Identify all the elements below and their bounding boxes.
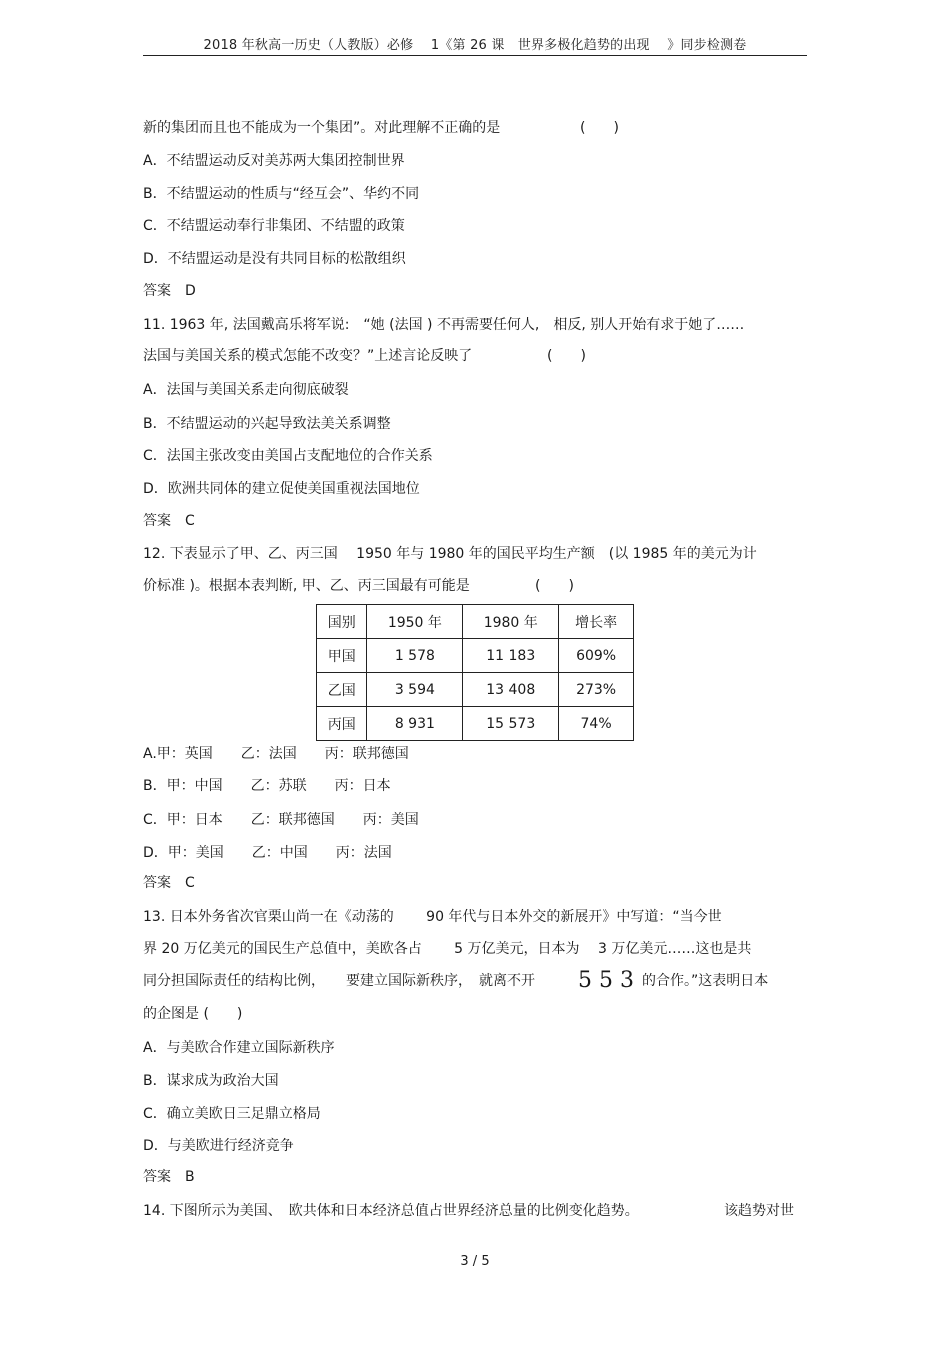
q10-option-c: C．不结盟运动奉行非集团、不结盟的政策: [143, 218, 405, 234]
q12-option-b: B．甲：中国 乙：苏联 丙：日本: [143, 778, 391, 794]
table-cell: 15 573: [463, 707, 559, 741]
table-cell: 3 594: [367, 673, 463, 707]
q10-option-d: D．不结盟运动是没有共同目标的松散组织: [143, 251, 406, 267]
q12-option-d: D．甲：美国 乙：中国 丙：法国: [143, 845, 392, 861]
q10-answer: 答案 D: [143, 283, 196, 299]
table-cell: 13 408: [463, 673, 559, 707]
table-header-cell: 增长率: [559, 605, 634, 639]
page-number: 3 / 5: [460, 1254, 490, 1269]
table-cell: 甲国: [317, 639, 367, 673]
q13-stem-line3-tail: 的合作。”这表明日本: [642, 973, 769, 989]
q12-option-c: C．甲：日本 乙：联邦德国 丙：美国: [143, 812, 419, 828]
q11-answer-parentheses: ( ): [547, 348, 586, 364]
q10-option-b: B．不结盟运动的性质与“经互会”、华约不同: [143, 186, 420, 202]
table-cell: 8 931: [367, 707, 463, 741]
table-header-cell: 1980 年: [463, 605, 559, 639]
q14-stem-tail: 该趋势对世: [724, 1203, 794, 1219]
table-cell: 273%: [559, 673, 634, 707]
q13-stem-line4: 的企图是 ( ): [143, 1006, 243, 1022]
q12-answer: 答案 C: [143, 875, 195, 891]
q11-stem-line1: 11. 1963 年, 法国戴高乐将军说: “她 (法国 ) 不再需要任何人, 相反, 别人开始有求于她了……: [143, 317, 745, 333]
q12-stem-line1: 12. 下表显示了甲、乙、丙三国 1950 年与 1980 年的国民平均生产额 (以 1985 年的美元为计: [143, 546, 757, 562]
q12-option-a: A.甲：英国 乙：法国 丙：联邦德国: [143, 746, 409, 762]
table-row: [317, 673, 634, 707]
q10-stem: 新的集团而且也不能成为一个集团”。对此理解不正确的是: [143, 120, 501, 136]
table-header-row: [317, 605, 634, 639]
page-header: 2018 年秋高一历史（人教版）必修 1《第 26 课 世界多极化趋势的出现 》同步检测卷: [143, 34, 807, 56]
table-row: [317, 639, 634, 673]
gdp-per-capita-table: [316, 604, 634, 741]
q13-stem-line3: 同分担国际责任的结构比例， 要建立国际新秩序， 就离不开: [143, 973, 535, 989]
q14-stem: 14. 下图所示为美国、 欧共体和日本经济总值占世界经济总量的比例变化趋势。: [143, 1203, 639, 1219]
q13-option-a: A．与美欧合作建立国际新秩序: [143, 1040, 335, 1056]
q12-stem-line2: 价标准 )。根据本表判断, 甲、乙、丙三国最有可能是: [143, 578, 470, 594]
table-cell: 1 578: [367, 639, 463, 673]
q13-option-d: D．与美欧进行经济竞争: [143, 1138, 294, 1154]
q11-option-d: D．欧洲共同体的建立促使美国重视法国地位: [143, 481, 420, 497]
table-cell: 乙国: [317, 673, 367, 707]
q13-option-c: C．确立美欧日三足鼎立格局: [143, 1106, 321, 1122]
table-cell: 丙国: [317, 707, 367, 741]
q13-answer: 答案 B: [143, 1169, 195, 1185]
q11-stem-line2: 法国与美国关系的模式怎能不改变？”上述言论反映了: [143, 348, 473, 364]
table-cell: 11 183: [463, 639, 559, 673]
q13-stem-line1: 13. 日本外务省次官栗山尚一在《动荡的 90 年代与日本外交的新展开》中写道：“当今世: [143, 909, 722, 925]
table-cell: 74%: [559, 707, 634, 741]
q11-answer: 答案 C: [143, 513, 195, 529]
q13-stem-line2: 界 20 万亿美元的国民生产总值中，美欧各占 5 万亿美元，日本为 3 万亿美元……这也是共: [143, 941, 752, 957]
table-header-cell: 1950 年: [367, 605, 463, 639]
q13-ratio-digits: 5 5 3: [578, 968, 634, 993]
q10-answer-parentheses: ( ): [580, 120, 619, 136]
table-row: [317, 707, 634, 741]
table-cell: 609%: [559, 639, 634, 673]
table-header-cell: 国别: [317, 605, 367, 639]
q13-option-b: B．谋求成为政治大国: [143, 1073, 279, 1089]
q10-option-a: A．不结盟运动反对美苏两大集团控制世界: [143, 153, 405, 169]
q12-answer-parentheses: ( ): [535, 578, 574, 594]
q11-option-a: A．法国与美国关系走向彻底破裂: [143, 382, 349, 398]
q11-option-b: B．不结盟运动的兴起导致法美关系调整: [143, 416, 391, 432]
q11-option-c: C．法国主张改变由美国占支配地位的合作关系: [143, 448, 433, 464]
